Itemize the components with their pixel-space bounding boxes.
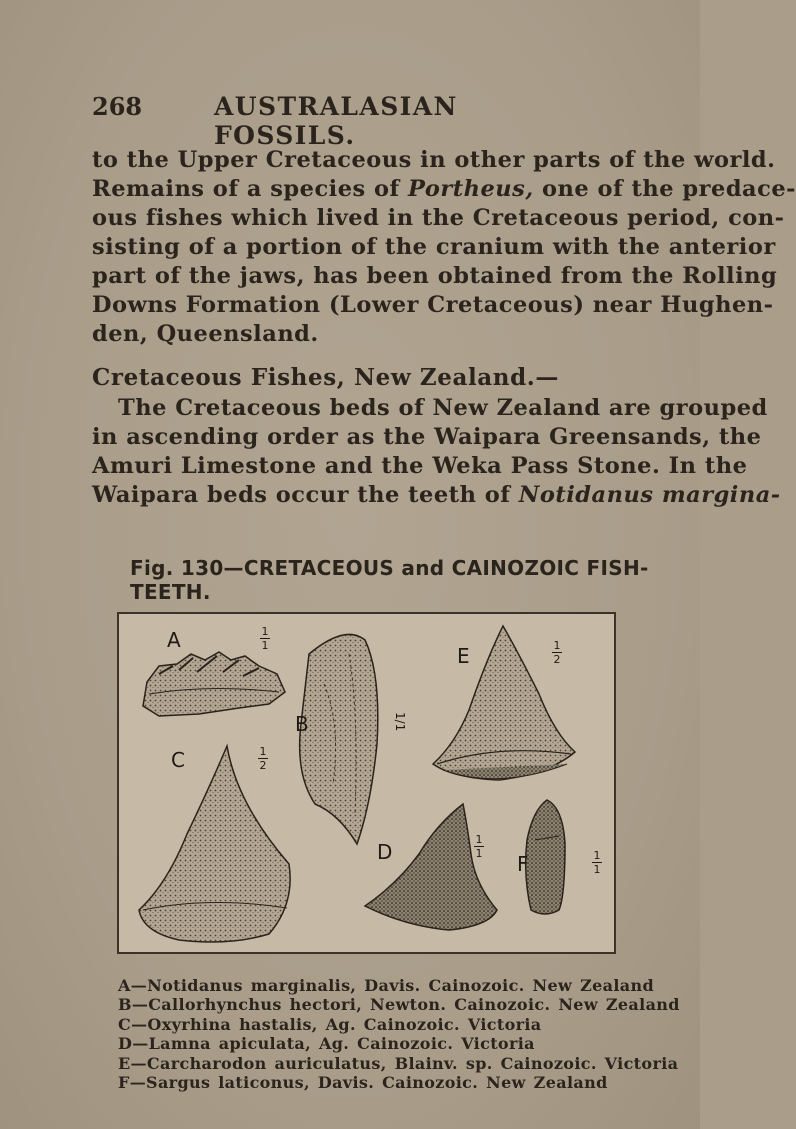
paragraph-line: den, Queensland. [92, 321, 319, 347]
fish-teeth-figure [117, 612, 616, 954]
label-e: E [457, 644, 470, 668]
scale-e: 1 2 [553, 639, 561, 666]
tooth-b [300, 634, 378, 844]
legend-item: C—Oxyrhina hastalis, Ag. Cainozoic. Victoria [118, 1014, 542, 1034]
tooth-c [139, 746, 290, 942]
scale-a: 1 1 [261, 625, 269, 652]
scale-d: 1 1 [475, 833, 483, 860]
section-heading: Cretaceous Fishes, New Zealand.— [92, 364, 560, 391]
label-f: F [517, 852, 529, 876]
page-number: 268 [92, 92, 143, 121]
fish-teeth-illustration [119, 614, 614, 952]
legend-item: B—Callorhynchus hectori, Newton. Cainozoic. New Zealand [118, 995, 680, 1015]
paragraph-line: Waipara beds occur the teeth of Notidanus margina- [92, 482, 781, 508]
tooth-d [365, 804, 497, 930]
species-name: Notidanus margina- [518, 482, 781, 508]
paragraph-line: The Cretaceous beds of New Zealand are grouped [118, 395, 768, 421]
page-header [92, 92, 572, 150]
paragraph-line: in ascending order as the Waipara Greensands, the [92, 424, 762, 450]
paragraph-line: Amuri Limestone and the Weka Pass Stone. In the [92, 453, 748, 479]
paragraph-line: Downs Formation (Lower Cretaceous) near Hughen- [92, 292, 774, 318]
label-c: C [171, 748, 185, 772]
figure-caption: Fig. 130—CRETACEOUS and CAINOZOIC FISH-TEETH. [130, 556, 649, 604]
figure-legend [118, 976, 680, 1092]
paragraph-line: to the Upper Cretaceous in other parts of the world. [92, 147, 776, 173]
label-b: B [295, 712, 309, 736]
label-a: A [167, 628, 181, 652]
legend-item: A—Notidanus marginalis, Davis. Cainozoic. New Zealand [118, 976, 655, 995]
legend-item: E—Carcharodon auriculatus, Blainv. sp. Cainozoic. Victoria [118, 1053, 679, 1073]
tooth-a [143, 652, 285, 716]
label-d: D [377, 840, 393, 864]
legend-item: F—Sargus laticonus, Davis. Cainozoic. New Zealand [118, 1072, 608, 1092]
scale-c: 1 2 [259, 745, 267, 772]
paragraph-line: part of the jaws, has been obtained from the Rolling [92, 263, 778, 289]
scale-b: 1/1 [393, 712, 407, 732]
paragraph-line: Remains of a species of Portheus, one of the predace- [92, 176, 796, 202]
running-title: AUSTRALASIAN FOSSILS. [214, 92, 458, 150]
tooth-f [526, 800, 565, 914]
paragraph-line: sisting of a portion of the cranium with the anterior [92, 234, 776, 260]
legend-item: D—Lamna apiculata, Ag. Cainozoic. Victoria [118, 1034, 535, 1054]
paragraph-line: ous fishes which lived in the Cretaceous period, con- [92, 205, 785, 231]
genus-name: Portheus, [408, 176, 534, 202]
scale-f: 1 1 [593, 849, 601, 876]
